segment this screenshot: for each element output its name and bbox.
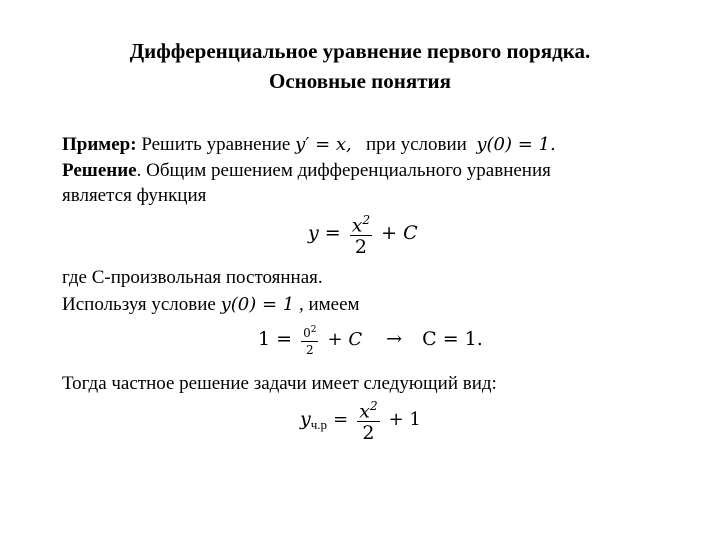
formula2-den: 2 <box>305 343 314 357</box>
solution-line <box>62 159 551 183</box>
formula3-exp: 2 <box>369 399 378 413</box>
general-solution-formula <box>308 210 418 258</box>
solution-line-2: является функция <box>62 185 207 206</box>
formula3-fraction <box>357 396 379 444</box>
example-line <box>62 133 556 157</box>
formula1-den: 2 <box>354 236 367 259</box>
formula1-lhs: y = <box>308 222 341 245</box>
example-equation: y′ = x, <box>295 134 352 155</box>
example-text: Решить уравнение <box>136 134 296 155</box>
formula3-sub: ч.р <box>310 417 328 433</box>
formula3-rhs: + 1 <box>388 409 421 431</box>
use-condition-cond: y(0) = 1 <box>220 294 295 315</box>
formula3-den: 2 <box>362 422 375 445</box>
page-title <box>0 36 720 96</box>
title-line-1: Дифференциальное уравнение первого порядка. <box>129 39 591 63</box>
formula3-eq: = <box>333 409 349 431</box>
formula2-arrow: → <box>386 328 403 350</box>
formula2-lhs: 1 = <box>258 328 293 350</box>
formula1-fraction <box>350 210 372 258</box>
formula2-plus: + C <box>327 329 363 350</box>
constant-note: где С-произвольная постоянная. <box>62 267 323 288</box>
formula1-num: x <box>351 214 363 237</box>
particular-note: Тогда частное решение задачи имеет следующий вид: <box>62 373 497 394</box>
solution-text: . Общим решением дифференциального уравнения <box>136 160 551 181</box>
use-condition-text: Используя условие <box>62 294 221 315</box>
constant-formula <box>258 322 483 358</box>
formula3-num: x <box>359 400 370 423</box>
example-label: Пример: <box>62 134 137 155</box>
formula2-exp: 2 <box>310 325 317 335</box>
title-line-2: Основные понятия <box>269 69 451 93</box>
formula2-fraction <box>301 322 318 358</box>
formula1-rhs: + C <box>381 222 418 245</box>
formula3-y: y <box>300 408 311 431</box>
formula2-num: 0 <box>303 326 311 340</box>
formula1-exp: 2 <box>362 213 371 227</box>
particular-solution-formula <box>300 396 421 444</box>
use-condition-line <box>62 293 360 317</box>
use-condition-after: , имеем <box>294 294 360 315</box>
example-condition: y(0) = 1. <box>476 134 556 155</box>
solution-label: Решение <box>62 160 137 181</box>
formula2-result: C = 1. <box>422 328 483 350</box>
example-condition-text: при условии <box>351 134 477 155</box>
